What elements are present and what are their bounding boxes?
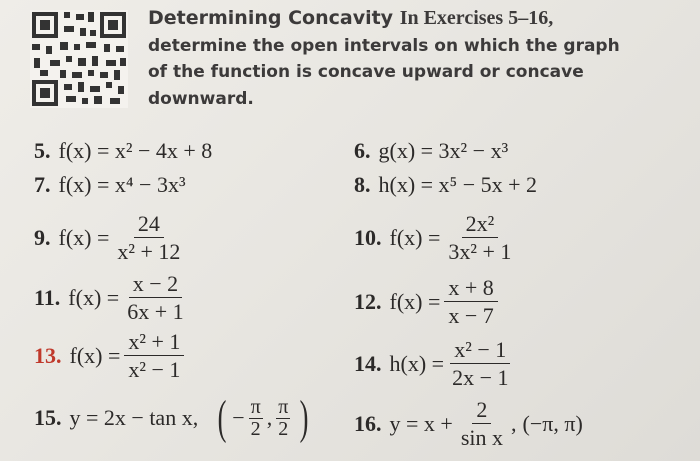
exercise-lhs: f(x) = <box>58 224 110 250</box>
interval <box>212 391 314 444</box>
exercise-number: 16. <box>354 410 382 436</box>
fraction <box>444 212 515 263</box>
numerator: π <box>278 395 289 418</box>
left-paren: ( <box>217 391 227 444</box>
denominator: 3x² + 1 <box>448 239 512 265</box>
exercise-11 <box>34 272 192 323</box>
exercise-10 <box>354 212 519 263</box>
qr-code <box>30 10 128 108</box>
fraction <box>124 330 184 381</box>
exercise-number: 7. <box>34 172 51 197</box>
exercise-lhs: f(x) = <box>389 224 441 250</box>
fraction <box>113 212 184 263</box>
interval: (−π, π) <box>522 410 583 436</box>
heading-line-3: downward. <box>148 89 254 109</box>
comma: , <box>511 410 517 436</box>
numerator: x² + 1 <box>124 330 184 356</box>
denominator: sin x <box>460 425 504 451</box>
heading-line-1: determine the open intervals on which the graph <box>148 36 620 56</box>
exercise-lhs: f(x) = <box>69 342 121 368</box>
exercise-6 <box>354 138 508 164</box>
denominator: 6x + 1 <box>127 299 184 325</box>
exercise-number: 11. <box>34 284 61 310</box>
separator: , <box>266 405 273 430</box>
exercise-lhs: f(x) = <box>68 284 120 310</box>
numerator: x + 8 <box>444 276 497 302</box>
denominator: x² + 12 <box>117 239 181 265</box>
denominator: 2x − 1 <box>452 365 509 391</box>
exercise-number: 15. <box>34 405 62 430</box>
denominator: x² − 1 <box>128 357 181 383</box>
exercise-lhs: f(x) = <box>389 288 441 314</box>
exercise-number: 12. <box>354 288 382 314</box>
numerator: 2x² <box>462 212 499 238</box>
exercise-number: 6. <box>354 138 371 163</box>
exercise-9 <box>34 212 188 263</box>
fraction <box>249 397 263 440</box>
exercise-number: 10. <box>354 224 382 250</box>
exercise-16 <box>354 398 589 449</box>
minus-sign: − <box>232 405 245 430</box>
exercise-number: 14. <box>354 350 382 376</box>
exercise-expression: h(x) = x⁵ − 5x + 2 <box>378 172 538 197</box>
exercise-lhs: h(x) = <box>389 350 445 376</box>
right-paren: ) <box>299 391 309 444</box>
fraction <box>457 398 507 449</box>
exercise-expression: f(x) = x² − 4x + 8 <box>58 138 213 163</box>
exercise-5 <box>34 138 212 164</box>
numerator: 24 <box>134 212 164 238</box>
heading-title: Determining Concavity In Exercises 5–16, <box>148 7 554 29</box>
exercise-number: 8. <box>354 172 371 197</box>
fraction <box>444 276 497 327</box>
exercise-expression: g(x) = 3x² − x³ <box>378 138 509 163</box>
numerator: x² − 1 <box>450 338 510 364</box>
heading-inline: In Exercises 5–16, <box>399 7 554 29</box>
exercise-15 <box>34 391 314 444</box>
numerator: 2 <box>472 398 491 424</box>
exercise-13 <box>34 330 188 381</box>
exercise-number: 9. <box>34 224 51 250</box>
exercise-expression: f(x) = x⁴ − 3x³ <box>58 172 186 197</box>
denominator: 2 <box>250 417 261 440</box>
exercise-number: 13. <box>34 342 62 368</box>
exercise-7 <box>34 172 186 198</box>
numerator: x − 2 <box>129 272 182 298</box>
fraction <box>123 272 187 323</box>
fraction <box>448 338 512 389</box>
exercise-lhs: y = x + <box>389 410 453 436</box>
fraction <box>276 397 290 440</box>
exercise-14 <box>354 338 516 389</box>
exercise-number: 5. <box>34 138 51 163</box>
numerator: π <box>250 395 261 418</box>
denominator: 2 <box>278 417 289 440</box>
exercise-8 <box>354 172 537 198</box>
exercise-12 <box>354 276 502 327</box>
heading-line-2: of the function is concave upward or concave <box>148 62 584 82</box>
denominator: x − 7 <box>448 303 494 329</box>
exercise-expression: y = 2x − tan x, <box>69 405 199 430</box>
